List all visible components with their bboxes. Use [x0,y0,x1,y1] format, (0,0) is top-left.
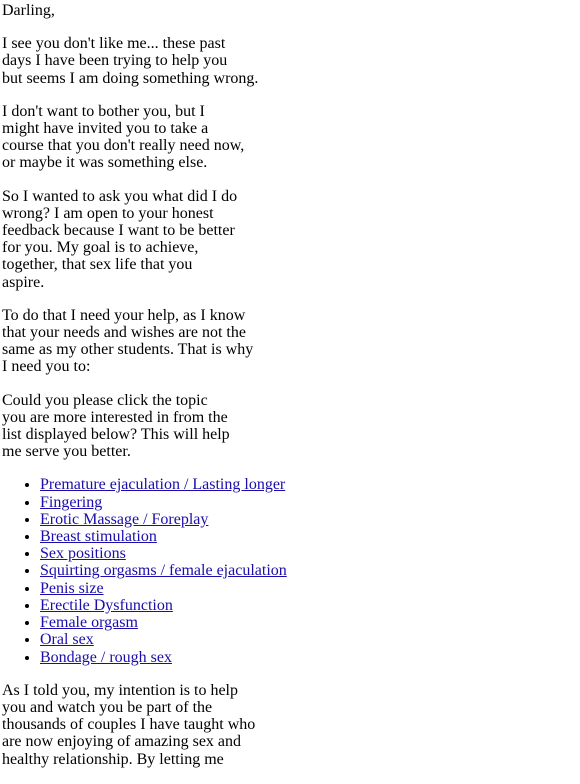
topic-link-penis-size[interactable]: Penis size [40,579,104,597]
topic-link-premature-ejaculation[interactable]: Premature ejaculation / Lasting longer [40,476,286,494]
topic-link-squirting-orgasms[interactable]: Squirting orgasms / female ejaculation [40,562,287,580]
list-item [40,528,572,545]
email-body [2,2,572,784]
list-item [40,562,572,579]
paragraph-closing: As I told you, my intention is to help you and watch you be part of the thousands of couples I have taught who are now enjoying of amazing sex and healthy relationship. By letting me [2,681,256,768]
list-item [40,511,572,528]
topic-link-erotic-massage[interactable]: Erotic Massage / Foreplay [40,510,209,528]
list-item [40,494,572,511]
topic-link-bondage[interactable]: Bondage / rough sex [40,648,172,666]
paragraph-apology: I don't want to bother you, but I might have invited you to take a course that you don't really need now, or maybe it was something else. [2,102,245,172]
list-item [40,614,572,631]
list-item [40,545,572,562]
topic-list [2,476,572,665]
topic-link-oral-sex[interactable]: Oral sex [40,631,94,649]
paragraph-feedback: So I wanted to ask you what did I do wrong? I am open to your honest feedback because I want to be better for you. My goal is to achieve, together, that sex life that you aspire. [2,187,238,291]
list-item [40,631,572,648]
topic-link-sex-positions[interactable]: Sex positions [40,545,126,563]
topic-link-breast-stimulation[interactable]: Breast stimulation [40,528,157,546]
paragraph-need-help: To do that I need your help, as I know that your needs and wishes are not the same as my other students. That is why I need you to: [2,306,254,376]
paragraph-click-topic: Could you please click the topic you are more interested in from the list displayed below? This will help me serve you better. [2,391,230,461]
topic-link-female-orgasm[interactable]: Female orgasm [40,614,138,632]
topic-link-erectile-dysfunction[interactable]: Erectile Dysfunction [40,596,173,614]
list-item [40,649,572,666]
list-item [40,476,572,493]
list-item [40,597,572,614]
topic-link-fingering[interactable]: Fingering [40,493,103,511]
list-item [40,580,572,597]
greeting: Darling, [2,2,55,19]
paragraph-intro: I see you don't like me... these past days I have been trying to help you but seems I am doing something wrong. [2,35,259,87]
